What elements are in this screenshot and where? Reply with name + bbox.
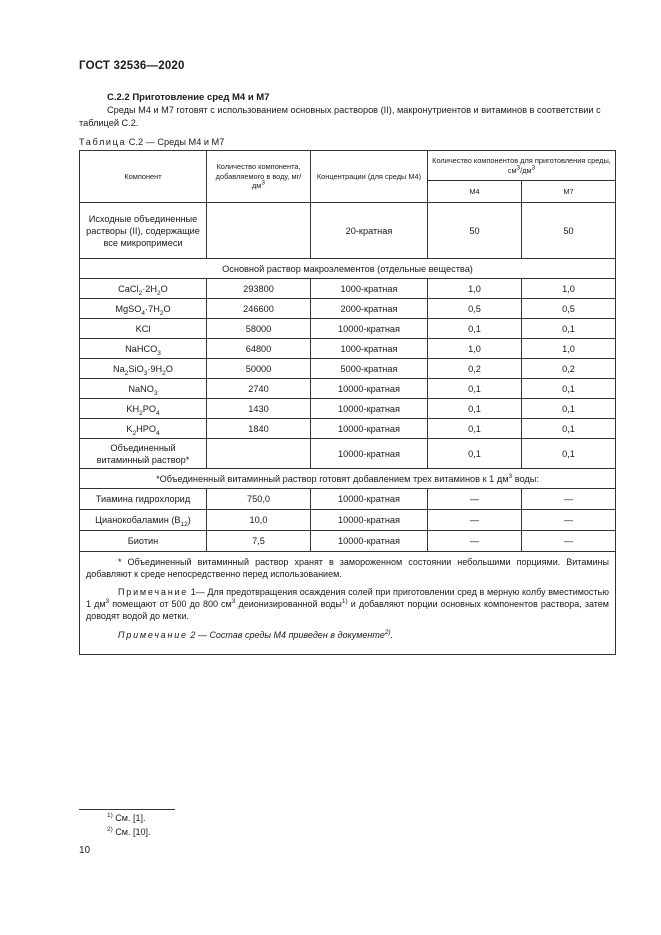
row-component: KCl bbox=[80, 319, 207, 339]
row-concentration: 1000-кратная bbox=[311, 279, 428, 299]
stock-m7: 50 bbox=[522, 203, 616, 259]
row-amount: 1840 bbox=[207, 419, 311, 439]
row-amount: 64800 bbox=[207, 339, 311, 359]
row-concentration: 10000-кратная bbox=[311, 379, 428, 399]
table-header-row bbox=[80, 151, 616, 181]
header-m4: М4 bbox=[428, 181, 522, 203]
table-row bbox=[80, 531, 616, 552]
note-1-sup: 3 bbox=[105, 598, 110, 605]
note-2 bbox=[80, 629, 615, 641]
note-1-footnote-ref: 1) bbox=[341, 598, 348, 605]
row-concentration: 10000-кратная bbox=[311, 489, 428, 510]
row-m7: 1,0 bbox=[522, 339, 616, 359]
row-component: $Na_2SiO_3\cdot 9H_2O$ bbox=[80, 359, 207, 379]
vitamin-section-row bbox=[80, 469, 616, 489]
vitamin-solution-concentration: 10000-кратная bbox=[311, 439, 428, 469]
footnote-2-mark: 2) bbox=[107, 826, 113, 833]
row-amount: 10,0 bbox=[207, 510, 311, 531]
stock-concentration: 20-кратная bbox=[311, 203, 428, 259]
stock-amount bbox=[207, 203, 311, 259]
notes-row bbox=[80, 552, 616, 655]
table-caption-label: Таблица bbox=[79, 137, 127, 147]
star-note: * Объединенный витаминный раствор хранят в замороженном состоянии небольшими порциями. Витамины добавляют к среде непосредственно перед использованием. bbox=[86, 557, 609, 579]
table-row bbox=[80, 359, 616, 379]
row-component: $MgSO_4\cdot 7H_2O$ bbox=[80, 299, 207, 319]
row-concentration: 10000-кратная bbox=[311, 531, 428, 552]
row-m7: — bbox=[522, 531, 616, 552]
footnote-2-text: См. [10]. bbox=[112, 827, 151, 837]
macro-section-row bbox=[80, 259, 616, 279]
note-1-text: 1— Для предотвращения осаждения солей при приготовлении сред в мерную колбу вместимостью 1 дм bbox=[86, 587, 609, 609]
row-concentration: 10000-кратная bbox=[311, 319, 428, 339]
row-m7: 0,1 bbox=[522, 379, 616, 399]
footnote-1 bbox=[107, 813, 145, 823]
footnote-1-mark: 1) bbox=[107, 812, 113, 819]
row-m4: — bbox=[428, 531, 522, 552]
vitamin-solution-m4: 0,1 bbox=[428, 439, 522, 469]
header-quantity-sup1: 3 bbox=[516, 164, 521, 172]
row-amount: 1430 bbox=[207, 399, 311, 419]
vitamin-section-sup: 3 bbox=[508, 472, 513, 480]
vitamin-section-end: воды: bbox=[512, 473, 539, 484]
table-row bbox=[80, 419, 616, 439]
row-concentration: 1000-кратная bbox=[311, 339, 428, 359]
row-component: NaNO$_3$ bbox=[80, 379, 207, 399]
vitamin-solution-row bbox=[80, 439, 616, 469]
stock-component: Исходные объединенные растворы (II), содержащие все микропримеси bbox=[80, 203, 207, 259]
note-2-text: 2 — Состав среды М4 приведен в документе bbox=[187, 630, 385, 640]
row-component: Биотин bbox=[80, 531, 207, 552]
row-amount: 750,0 bbox=[207, 489, 311, 510]
note-1-sup-2: 3 bbox=[231, 598, 236, 605]
header-quantity-sup2: 3 bbox=[531, 164, 536, 172]
table-caption bbox=[79, 137, 224, 147]
row-component: $K_2HPO_4$ bbox=[80, 419, 207, 439]
section-title: С.2.2 Приготовление сред М4 и М7 bbox=[107, 92, 270, 103]
row-component: $CaCl_2\cdot 2H_2O$ bbox=[80, 279, 207, 299]
row-amount: 7,5 bbox=[207, 531, 311, 552]
row-m7: 0,5 bbox=[522, 299, 616, 319]
table-row bbox=[80, 399, 616, 419]
row-m4: 0,2 bbox=[428, 359, 522, 379]
stock-m4: 50 bbox=[428, 203, 522, 259]
table-caption-text: С.2 — Среды М4 и М7 bbox=[126, 137, 225, 147]
note-1-text-3: деионизированной воды bbox=[235, 599, 342, 609]
table-row bbox=[80, 510, 616, 531]
row-m7: 1,0 bbox=[522, 279, 616, 299]
page-number: 10 bbox=[79, 845, 91, 856]
row-m4: — bbox=[428, 510, 522, 531]
row-m4: 1,0 bbox=[428, 339, 522, 359]
row-m7: 0,1 bbox=[522, 319, 616, 339]
row-m4: 0,1 bbox=[428, 319, 522, 339]
header-amount-sup: 3 bbox=[261, 179, 266, 187]
table-row bbox=[80, 489, 616, 510]
row-concentration: 10000-кратная bbox=[311, 399, 428, 419]
row-concentration: 10000-кратная bbox=[311, 510, 428, 531]
row-component: NaHCO$_3$ bbox=[80, 339, 207, 359]
row-concentration: 10000-кратная bbox=[311, 419, 428, 439]
stock-row bbox=[80, 203, 616, 259]
footnote-1-text: См. [1]. bbox=[112, 813, 146, 823]
vitamin-section-text: *Объединенный витаминный раствор готовят добавлением трех витаминов к 1 дм bbox=[156, 473, 509, 484]
note-1-text-4: и добавляют порции основных компонентов раствора, затем доводят водой до метки. bbox=[86, 599, 609, 621]
note-2-label: Примечание bbox=[118, 630, 188, 640]
macro-section-header: Основной раствор макроэлементов (отдельные вещества) bbox=[80, 259, 616, 279]
row-amount: 246600 bbox=[207, 299, 311, 319]
vitamin-solution-m7: 0,1 bbox=[522, 439, 616, 469]
row-amount: 2740 bbox=[207, 379, 311, 399]
row-m4: 1,0 bbox=[428, 279, 522, 299]
table-row bbox=[80, 279, 616, 299]
row-m4: — bbox=[428, 489, 522, 510]
row-m7: — bbox=[522, 489, 616, 510]
row-amount: 293800 bbox=[207, 279, 311, 299]
document-code: ГОСТ 32536—2020 bbox=[79, 60, 185, 72]
vitamin-solution-component: Объединенный витаминный раствор* bbox=[80, 439, 207, 469]
note-1-text-2: помещают от 500 до 800 см bbox=[109, 599, 232, 609]
row-m7: 0,2 bbox=[522, 359, 616, 379]
row-m4: 0,1 bbox=[428, 419, 522, 439]
row-m7: 0,1 bbox=[522, 419, 616, 439]
note-1-label: Примечание bbox=[118, 587, 189, 597]
table-row bbox=[80, 299, 616, 319]
row-concentration: 5000-кратная bbox=[311, 359, 428, 379]
row-component: $KH_2PO_4$ bbox=[80, 399, 207, 419]
notes-cell bbox=[80, 552, 616, 655]
header-amount-text: Количество компонента, добавляемого в воду, мг/дм bbox=[215, 162, 302, 191]
vitamin-section-header bbox=[80, 469, 616, 489]
header-concentration: Концентрации (для среды М4) bbox=[311, 151, 428, 203]
row-m4: 0,1 bbox=[428, 399, 522, 419]
note-2-end: . bbox=[390, 630, 394, 640]
header-component: Компонент bbox=[80, 151, 207, 203]
vitamin-solution-amount bbox=[207, 439, 311, 469]
row-component: Тиамина гидрохлорид bbox=[80, 489, 207, 510]
table-row bbox=[80, 339, 616, 359]
note-2-footnote-ref: 2) bbox=[384, 629, 391, 636]
table-row bbox=[80, 319, 616, 339]
row-amount: 58000 bbox=[207, 319, 311, 339]
footnote-divider bbox=[79, 809, 175, 810]
row-m7: 0,1 bbox=[522, 399, 616, 419]
row-m4: 0,5 bbox=[428, 299, 522, 319]
row-amount: 50000 bbox=[207, 359, 311, 379]
table-row bbox=[80, 379, 616, 399]
header-quantity bbox=[428, 151, 616, 181]
row-m7: — bbox=[522, 510, 616, 531]
row-concentration: 2000-кратная bbox=[311, 299, 428, 319]
header-quantity-text: Количество компонентов для приготовления среды, см bbox=[432, 156, 611, 175]
row-m4: 0,1 bbox=[428, 379, 522, 399]
media-table bbox=[79, 150, 616, 655]
row-component: Цианокобаламин $(B_{12})$ bbox=[80, 510, 207, 531]
header-quantity-mid: /дм bbox=[520, 165, 532, 175]
intro-paragraph: Среды М4 и М7 готовят с использованием основных растворов (II), макронутриентов и витаминов в соответствии с таблицей С.2. bbox=[79, 105, 601, 128]
footnote-2 bbox=[107, 827, 150, 837]
header-amount bbox=[207, 151, 311, 203]
note-1 bbox=[80, 586, 615, 622]
header-m7: М7 bbox=[522, 181, 616, 203]
